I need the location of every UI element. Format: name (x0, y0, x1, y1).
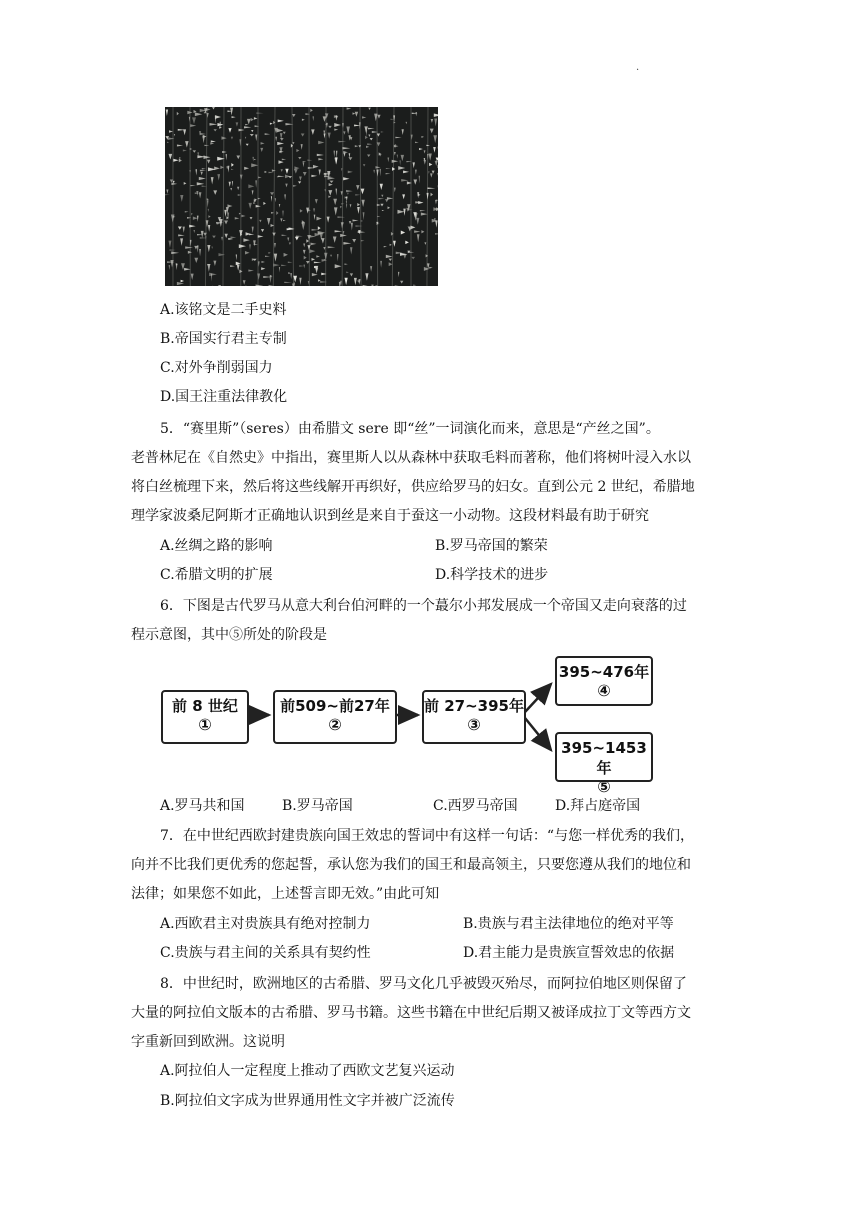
timeline-box-2-number: ② (328, 715, 342, 734)
arrow-3-to-5 (525, 718, 551, 750)
q5-stem-line1: 5．“赛里斯”（seres）由希腊文 sere 即“丝”一词演化而来，意思是“产丝之国”。 (160, 421, 660, 437)
q5-option-b: B.罗马帝国的繁荣 (435, 538, 548, 554)
timeline-box-1-number: ① (198, 715, 212, 734)
q7-stem-line2: 向并不比我们更优秀的您起誓，承认您为我们的国王和最高领主，只要您遵从我们的地位和 (131, 857, 691, 873)
q6-stem-line2: 程示意图，其中⑤所处的阶段是 (131, 627, 327, 643)
q8-option-a: A.阿拉伯人一定程度上推动了西欧文艺复兴运动 (160, 1063, 455, 1079)
q5-option-d: D.科学技术的进步 (435, 567, 549, 583)
q8-stem-line3: 字重新回到欧洲。这说明 (131, 1034, 285, 1050)
q7-option-d: D.君主能力是贵族宣誓效忠的依据 (463, 945, 675, 961)
timeline-box-5-period: 395~1453年 (561, 739, 647, 777)
q5-option-a: A.丝绸之路的影响 (160, 538, 273, 554)
q8-stem-line1: 8．中世纪时，欧洲地区的古希腊、罗马文化几乎被毁灭殆尽，而阿拉伯地区则保留了 (160, 976, 687, 992)
q6-option-c: C.西罗马帝国 (433, 798, 518, 814)
q5-option-c: C.希腊文明的扩展 (160, 567, 273, 583)
timeline-box-4-number: ④ (597, 681, 611, 700)
q5-stem-line3: 将白丝梳理下来，然后将这些线解开再织好，供应给罗马的妇女。直到公元 2 世纪，希腊地 (131, 479, 695, 495)
q5-stem-line2: 老普林尼在《自然史》中指出，赛里斯人以从森林中获取毛料而著称，他们将树叶浸入水以 (131, 450, 691, 466)
q4-option-d: D.国王注重法律教化 (160, 389, 288, 405)
q7-option-b: B.贵族与君主法律地位的绝对平等 (463, 916, 674, 932)
timeline-box-2-period: 前509~前27年 (280, 697, 390, 715)
q8-stem-line2: 大量的阿拉伯文版本的古希腊、罗马书籍。这些书籍在中世纪后期又被译成拉丁文等西方文 (131, 1005, 691, 1021)
q8-option-b: B.阿拉伯文字成为世界通用性文字并被广泛流传 (160, 1093, 455, 1109)
corner-mark: . (636, 62, 640, 73)
q4-option-a: A.该铭文是二手史料 (160, 302, 287, 318)
timeline-box-3-period: 前 27~395年 (424, 697, 524, 715)
q6-stem-line1: 6．下图是古代罗马从意大利台伯河畔的一个蕞尔小邦发展成一个帝国又走向衰落的过 (160, 598, 687, 614)
q7-option-c: C.贵族与君主间的关系具有契约性 (160, 945, 371, 961)
q6-option-b: B.罗马帝国 (282, 798, 353, 814)
q6-option-d: D.拜占庭帝国 (555, 798, 641, 814)
timeline-box-3-number: ③ (467, 715, 481, 734)
q7-stem-line3: 法律；如果您不如此，上述誓言即无效。”由此可知 (131, 886, 440, 902)
q4-option-c: C.对外争削弱国力 (160, 360, 273, 376)
timeline-box-1-period: 前 8 世纪 (172, 697, 238, 715)
timeline-box-4-period: 395~476年 (558, 663, 650, 681)
q6-option-a: A.罗马共和国 (160, 798, 245, 814)
q7-stem-line1: 7．在中世纪西欧封建贵族向国王效忠的誓词中有这样一句话：“与您一样优秀的我们， (160, 828, 695, 844)
q7-option-a: A.西欧君主对贵族具有绝对控制力 (160, 916, 371, 932)
arrow-3-to-4 (525, 684, 551, 712)
timeline-box-5-number: ⑤ (597, 777, 611, 796)
q4-option-b: B.帝国实行君主专制 (160, 331, 287, 347)
q5-stem-line4: 理学家波桑尼阿斯才正确地认识到丝是来自于蚕这一小动物。这段材料最有助于研究 (131, 508, 649, 524)
